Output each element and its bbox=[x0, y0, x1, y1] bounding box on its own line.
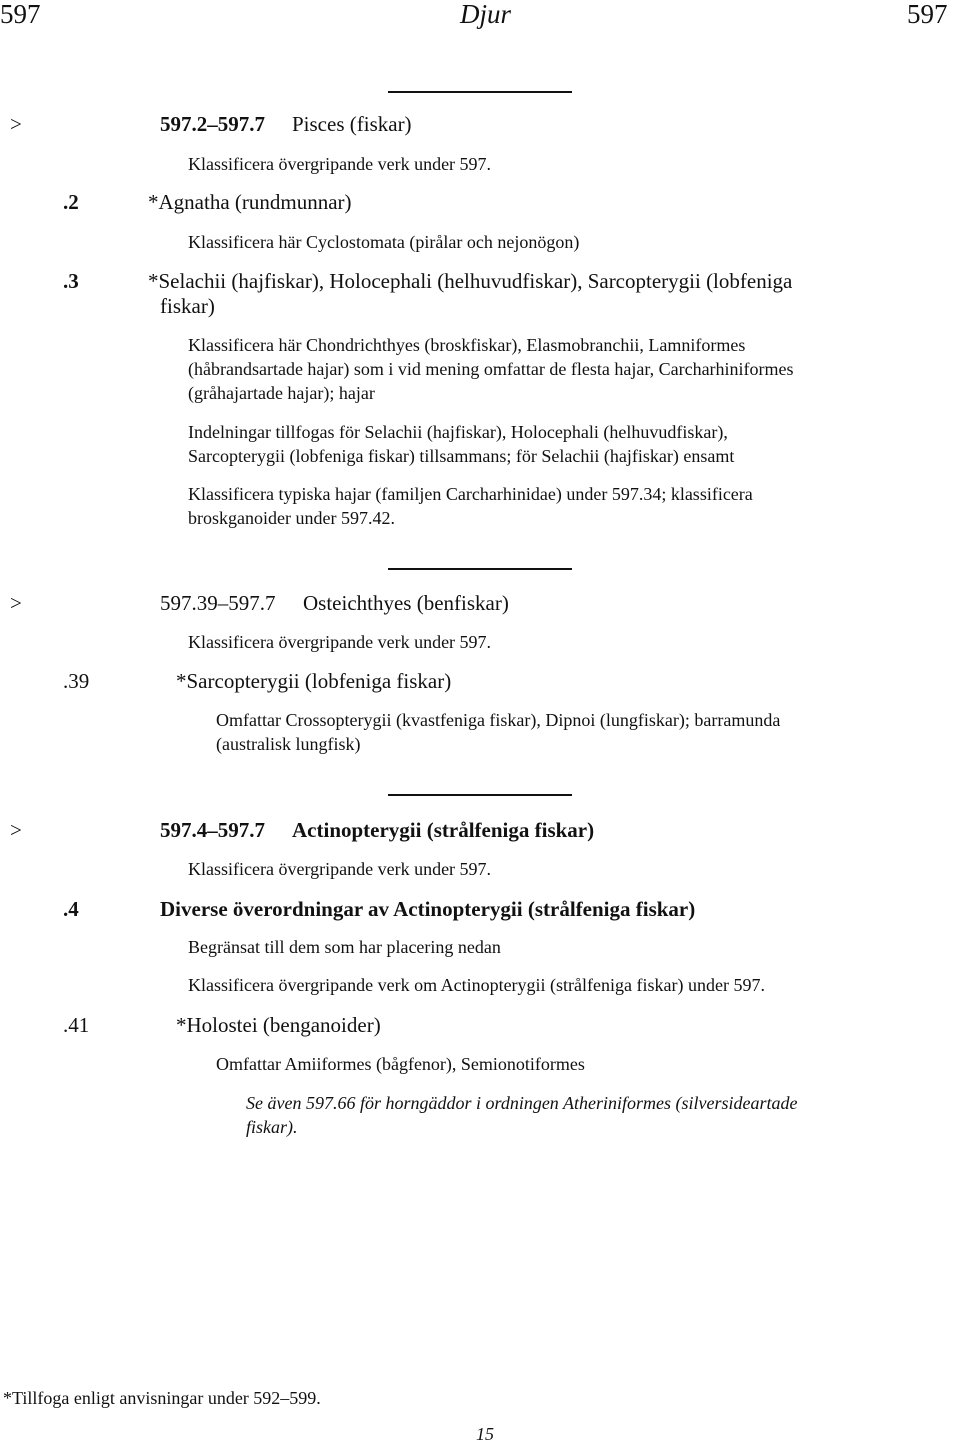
entry-number: .3 bbox=[63, 269, 79, 293]
span-heading: Pisces (fiskar) bbox=[292, 112, 412, 136]
span-marker: > bbox=[10, 818, 22, 842]
entry-heading: *Agnatha (rundmunnar) bbox=[148, 190, 352, 214]
see-also-note-line: Se även 597.66 för horngäddor i ordningen Atheriniformes (silversideartade bbox=[246, 1093, 798, 1113]
including-note-line: (australisk lungfisk) bbox=[216, 734, 361, 754]
span-marker: > bbox=[10, 591, 22, 615]
entry-heading-line: fiskar) bbox=[160, 294, 215, 318]
header-class-number-left: 597 bbox=[0, 0, 41, 29]
add-note-line: Indelningar tillfogas för Selachii (hajfiskar), Holocephali (helhuvudfiskar), bbox=[188, 422, 728, 442]
entry-number: .39 bbox=[63, 669, 90, 693]
span-range: 597.39–597.7 bbox=[160, 591, 276, 615]
entry-heading-line: *Selachii (hajfiskar), Holocephali (helhuvudfiskar), Sarcopterygii (lobfeniga bbox=[148, 269, 793, 293]
entry-heading: Diverse överordningar av Actinopterygii (strålfeniga fiskar) bbox=[160, 897, 696, 921]
span-range: 597.2–597.7 bbox=[160, 112, 265, 136]
see-also-note-line: fiskar). bbox=[246, 1117, 298, 1137]
entry-note: Klassificera här Cyclostomata (pirålar och nejonögon) bbox=[188, 232, 580, 252]
span-note: Klassificera övergripande verk under 597. bbox=[188, 859, 492, 879]
span-heading: Actinopterygii (strålfeniga fiskar) bbox=[292, 818, 595, 842]
entry-number: .4 bbox=[63, 897, 79, 921]
add-note-line: Sarcopterygii (lobfeniga fiskar) tillsammans; för Selachii (hajfiskar) ensamt bbox=[188, 446, 735, 466]
class-elsewhere-note-line: Klassificera typiska hajar (familjen Carcharhinidae) under 597.34; klassificera bbox=[188, 484, 753, 504]
span-heading: Osteichthyes (benfiskar) bbox=[303, 591, 509, 615]
section-divider-rule bbox=[388, 568, 572, 570]
entry-heading: *Holostei (benganoider) bbox=[176, 1013, 381, 1037]
class-here-note-line: Klassificera här Chondrichthyes (broskfiskar), Elasmobranchii, Lamniformes bbox=[188, 335, 746, 355]
class-here-note-line: (gråhajartade hajar); hajar bbox=[188, 383, 375, 403]
class-here-note-line: (håbrandsartade hajar) som i vid mening omfattar de flesta hajar, Carcharhiniformes bbox=[188, 359, 794, 379]
entry-heading: *Sarcopterygii (lobfeniga fiskar) bbox=[176, 669, 452, 693]
page-number: 15 bbox=[476, 1424, 494, 1444]
span-note: Klassificera övergripande verk under 597. bbox=[188, 632, 492, 652]
entry-number: .2 bbox=[63, 190, 79, 214]
including-note-line: Omfattar Crossopterygii (kvastfeniga fiskar), Dipnoi (lungfiskar); barramunda bbox=[216, 710, 781, 730]
header-class-number-right: 597 bbox=[907, 0, 948, 29]
class-comprehensive-note: Klassificera övergripande verk om Actinopterygii (strålfeniga fiskar) under 597. bbox=[188, 975, 765, 995]
scope-note: Begränsat till dem som har placering nedan bbox=[188, 937, 501, 957]
class-elsewhere-note-line: broskganoider under 597.42. bbox=[188, 508, 395, 528]
span-marker: > bbox=[10, 112, 22, 136]
including-note: Omfattar Amiiformes (bågfenor), Semionotiformes bbox=[216, 1054, 585, 1074]
span-note: Klassificera övergripande verk under 597. bbox=[188, 154, 492, 174]
section-divider-rule bbox=[388, 91, 572, 93]
section-divider-rule bbox=[388, 794, 572, 796]
entry-number: .41 bbox=[63, 1013, 90, 1037]
footnote: *Tillfoga enligt anvisningar under 592–599. bbox=[3, 1388, 321, 1408]
header-title: Djur bbox=[460, 0, 512, 29]
span-range: 597.4–597.7 bbox=[160, 818, 265, 842]
